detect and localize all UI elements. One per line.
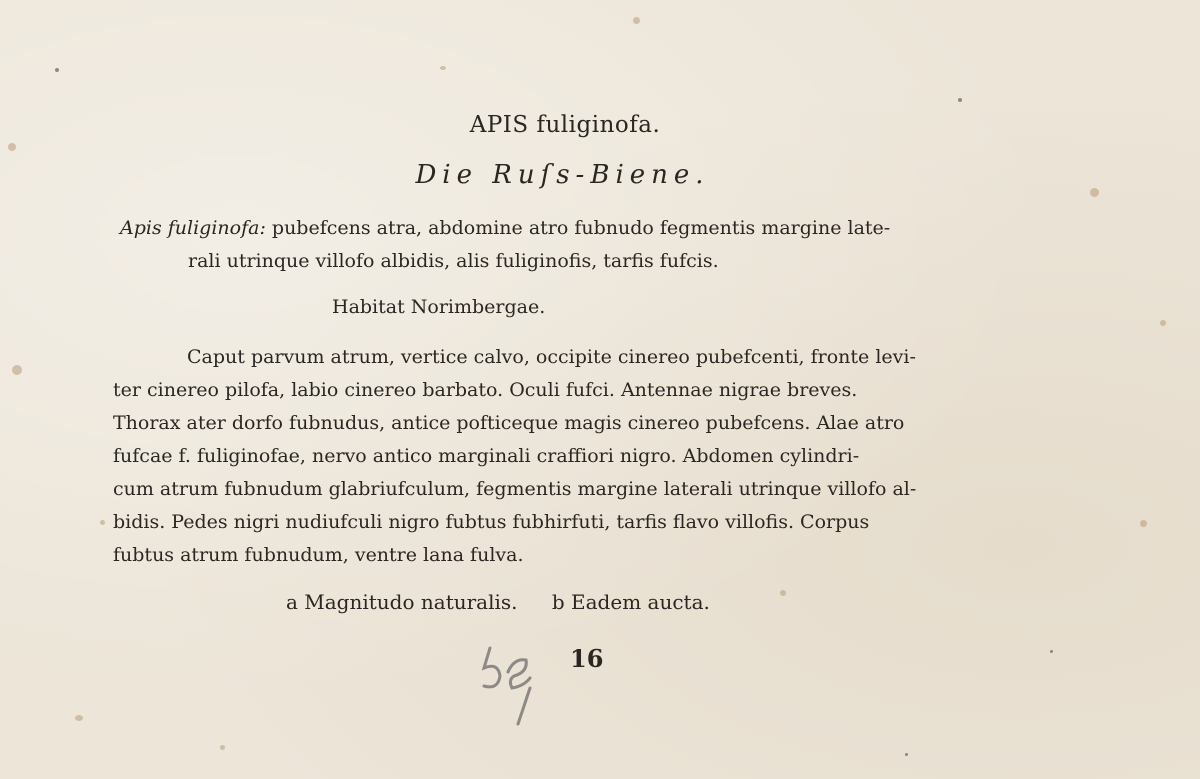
description-line: cum atrum fubnudum glabriufculum, fegmentis margine laterali utrinque villofo al-	[113, 478, 917, 500]
description-line: Thorax ater dorfo fubnudus, antice pofticeque magis cinereo pubefcens. Alae atro	[113, 412, 905, 434]
description-line: ter cinereo pilofa, labio cinereo barbato. Oculi fufci. Antennae nigrae breves.	[113, 379, 858, 401]
paper-speck	[75, 715, 83, 721]
page-title: APIS fuliginofa.	[469, 112, 661, 138]
page-subtitle: Die Ruſs-Biene.	[415, 160, 710, 190]
diagnosis-paragraph	[120, 212, 1010, 278]
paper-speck	[12, 365, 22, 375]
paper-speck	[220, 745, 225, 750]
paper-speck	[780, 590, 786, 596]
pencil-inventory-mark	[478, 628, 548, 728]
habitat-line: Habitat Norimbergae.	[332, 296, 546, 318]
diagnosis-line: rali utrinque villofo albidis, alis fuliginofis, tarfis fufcis.	[188, 250, 719, 272]
diagnosis-line: pubefcens atra, abdomine atro fubnudo fegmentis margine late-	[271, 217, 891, 239]
paper-speck	[1050, 650, 1053, 653]
description-line: fufcae f. fuliginofae, nervo antico marginali craffiori nigro. Abdomen cylindri-	[113, 445, 860, 467]
paper-speck	[55, 68, 59, 72]
paper-speck	[440, 66, 446, 70]
caption-a: a Magnitudo naturalis.	[286, 590, 518, 614]
caption-b: b Eadem aucta.	[551, 590, 710, 614]
figure-caption	[286, 590, 738, 614]
paper-speck	[633, 17, 640, 24]
paper-speck	[1140, 520, 1147, 527]
description-line: Caput parvum atrum, vertice calvo, occipite cinereo pubefcenti, fronte levi-	[187, 346, 916, 368]
paper-speck	[958, 98, 962, 102]
paper-speck	[100, 520, 105, 525]
paper-speck	[905, 753, 908, 756]
paper-speck	[8, 143, 16, 151]
paper-speck	[1160, 320, 1166, 326]
description-line: fubtus atrum fubnudum, ventre lana fulva.	[113, 544, 524, 566]
diagnosis-lead: Apis fuliginofa:	[120, 217, 266, 239]
description-paragraph	[113, 341, 1013, 572]
description-line: bidis. Pedes nigri nudiufculi nigro fubtus fubhirfuti, tarfis flavo villofis. Corpus	[113, 511, 870, 533]
page-number: 16	[570, 644, 604, 673]
